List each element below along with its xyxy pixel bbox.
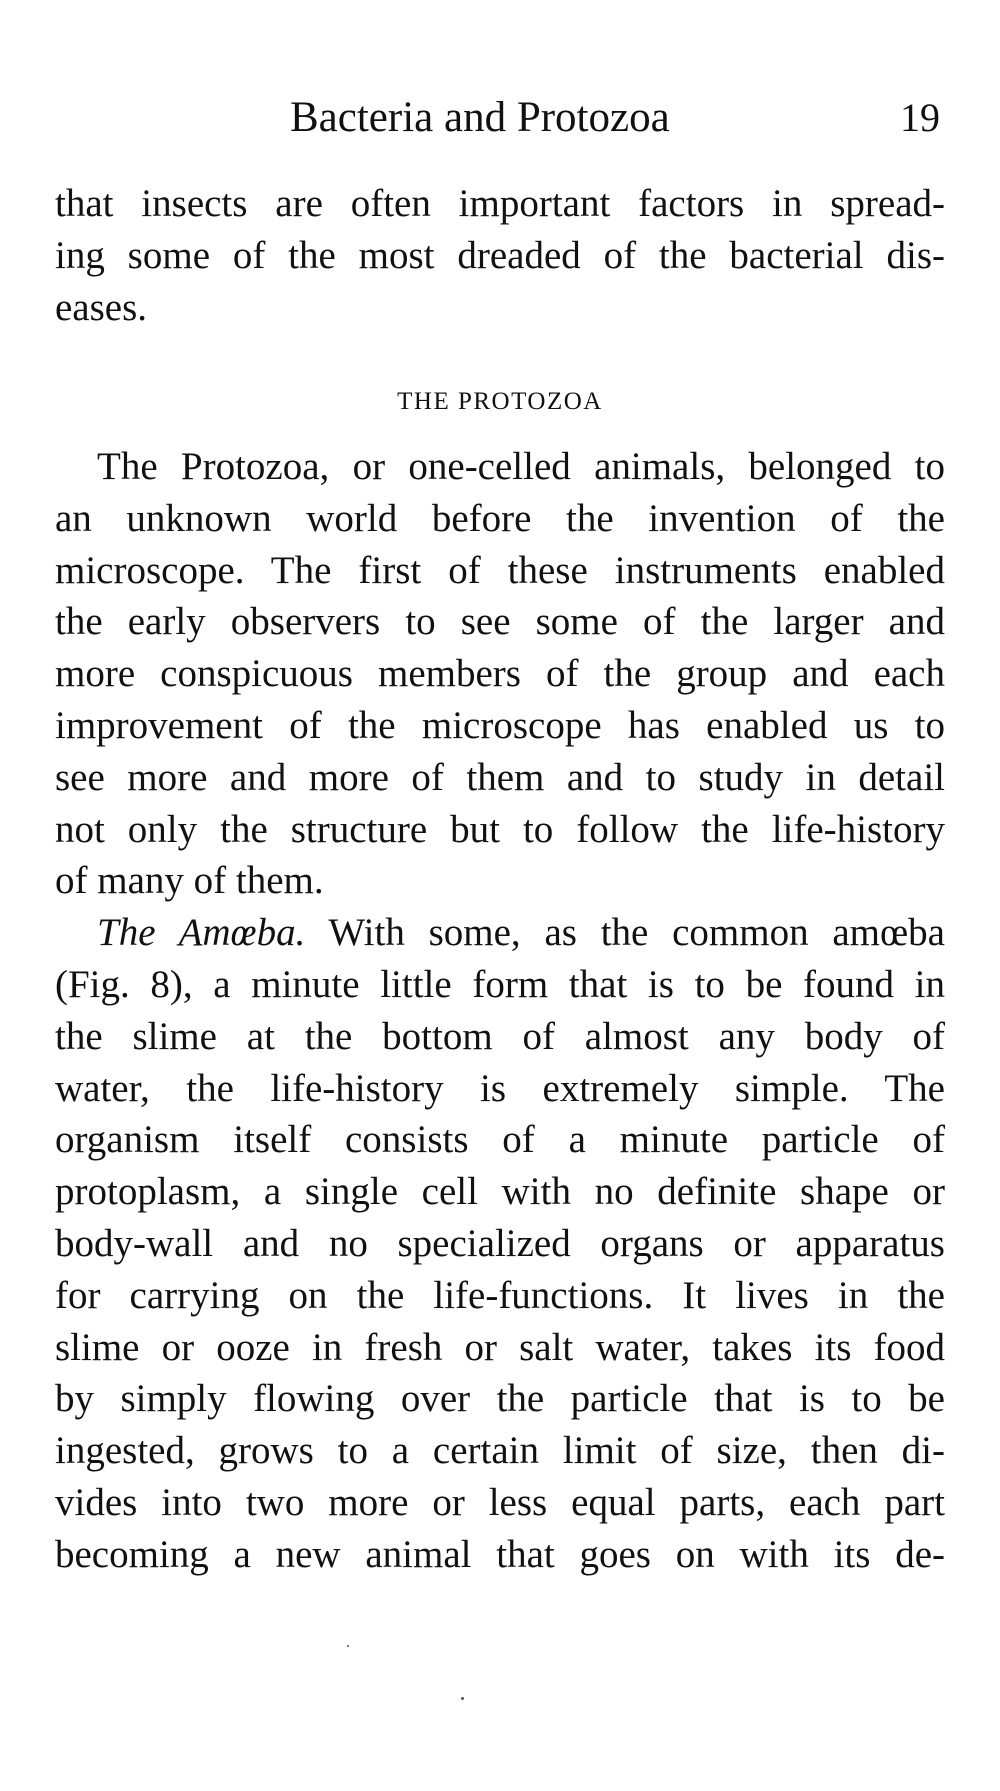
text-line: an unknown world before the invention of the bbox=[55, 496, 945, 540]
paper-speck bbox=[461, 1697, 464, 1700]
text-line: ing some of the most dreaded of the bacterial dis- bbox=[55, 233, 945, 277]
text-run: With some, as the common amœba bbox=[305, 911, 945, 955]
text-line: becoming a new animal that goes on with its de- bbox=[55, 1532, 945, 1576]
running-head bbox=[0, 88, 1000, 148]
running-title: Bacteria and Protozoa bbox=[290, 94, 670, 141]
section-body bbox=[55, 441, 945, 1581]
text-line: more conspicuous members of the group and each bbox=[55, 652, 945, 696]
text-line: body-wall and no specialized organs or apparatus bbox=[55, 1221, 945, 1265]
text-line: eases. bbox=[55, 285, 148, 329]
run-in-heading: The Amœba. bbox=[97, 911, 306, 955]
text-line: the slime at the bottom of almost any body of bbox=[55, 1014, 945, 1058]
text-line: not only the structure but to follow the life-history bbox=[55, 807, 945, 851]
text-line: vides into two more or less equal parts, each part bbox=[55, 1480, 945, 1524]
text-line: improvement of the microscope has enabled us to bbox=[55, 703, 945, 747]
text-line: that insects are often important factors in spread- bbox=[55, 182, 945, 225]
page-number: 19 bbox=[900, 95, 940, 140]
text-line: microscope. The first of these instruments enabled bbox=[55, 548, 945, 592]
text-line: slime or ooze in fresh or salt water, takes its food bbox=[55, 1325, 945, 1369]
text-line: ingested, grows to a certain limit of size, then di- bbox=[55, 1429, 945, 1473]
intro-paragraph bbox=[55, 178, 945, 333]
paper-speck bbox=[347, 1645, 349, 1647]
section-heading: THE PROTOZOA bbox=[397, 388, 603, 415]
text-line: for carrying on the life-functions. It lives in the bbox=[55, 1273, 945, 1317]
text-line: see more and more of them and to study in detail bbox=[55, 755, 945, 799]
text-line: by simply flowing over the particle that is to be bbox=[55, 1377, 945, 1421]
text-line: The Protozoa, or one-celled animals, belonged to bbox=[97, 445, 945, 488]
text-line: organism itself consists of a minute particle of bbox=[55, 1118, 945, 1162]
text-line: protoplasm, a single cell with no definite shape or bbox=[55, 1170, 945, 1214]
text-line: water, the life-history is extremely simple. The bbox=[55, 1066, 945, 1110]
text-line-amoeba-lead bbox=[55, 907, 945, 959]
text-line: the early observers to see some of the larger and bbox=[55, 600, 945, 644]
text-line: of many of them. bbox=[55, 859, 324, 903]
text-line: (Fig. 8), a minute little form that is to be found in bbox=[55, 962, 945, 1006]
